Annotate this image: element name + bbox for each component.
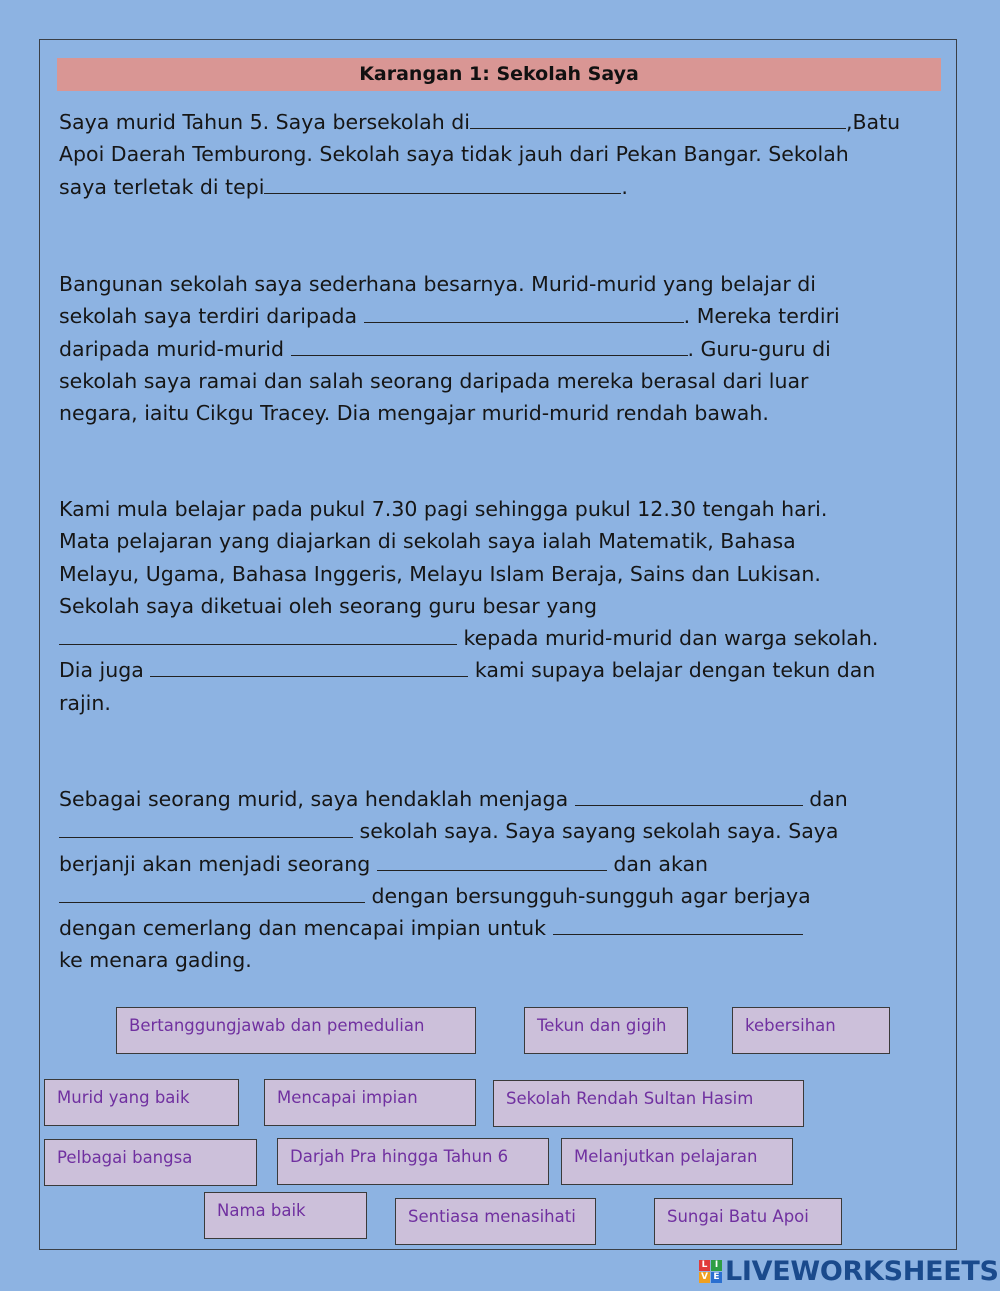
- word-chip[interactable]: Sungai Batu Apoi: [654, 1198, 842, 1245]
- text: dan: [809, 787, 848, 811]
- blank-1[interactable]: [470, 108, 846, 130]
- text: sekolah saya. Saya sayang sekolah saya. Saya: [359, 819, 839, 844]
- logo-letter: V: [699, 1272, 710, 1283]
- text: Mata pelajaran yang diajarkan di sekolah saya ialah Matematik, Bahasa: [59, 529, 796, 554]
- paragraph-3: [59, 493, 939, 719]
- word-chip[interactable]: Pelbagai bangsa: [44, 1139, 257, 1186]
- liveworksheets-logo: [699, 1257, 999, 1285]
- text: .: [621, 174, 628, 199]
- word-chip[interactable]: Sentiasa menasihati: [395, 1198, 596, 1245]
- text: sekolah saya ramai dan salah seorang daripada mereka berasal dari luar: [59, 368, 809, 393]
- word-chip[interactable]: Murid yang baik: [44, 1079, 239, 1126]
- blank-10[interactable]: [59, 881, 365, 903]
- text: . Mereka terdiri: [683, 304, 840, 329]
- worksheet-title: Karangan 1: Sekolah Saya: [57, 58, 941, 91]
- text: Saya murid Tahun 5. Saya bersekolah di: [59, 110, 470, 134]
- word-chip[interactable]: Darjah Pra hingga Tahun 6: [277, 1138, 549, 1185]
- word-chip[interactable]: Sekolah Rendah Sultan Hasim: [493, 1080, 804, 1127]
- paragraph-4: [59, 783, 939, 977]
- text: Sebagai seorang murid, saya hendaklah menjaga: [59, 787, 569, 811]
- text: dan akan: [613, 851, 709, 876]
- text: ke menara gading.: [59, 948, 252, 973]
- text: daripada murid-murid: [59, 336, 284, 361]
- blank-11[interactable]: [553, 914, 803, 936]
- text: Apoi Daerah Temburong. Sekolah saya tidak jauh dari Pekan Bangar. Sekolah: [59, 142, 849, 167]
- blank-9[interactable]: [377, 849, 607, 871]
- blank-4[interactable]: [291, 334, 688, 356]
- logo-icon: [699, 1260, 722, 1283]
- text: Melayu, Ugama, Bahasa Inggeris, Melayu Islam Beraja, Sains dan Lukisan.: [59, 561, 821, 586]
- text: rajin.: [59, 690, 111, 715]
- logo-letter: E: [711, 1272, 722, 1283]
- text: kami supaya belajar dengan tekun dan: [474, 658, 876, 683]
- text: . Guru-guru di: [687, 336, 831, 361]
- text: dengan bersungguh-sungguh agar berjaya: [371, 883, 811, 908]
- text: negara, iaitu Cikgu Tracey. Dia mengajar murid-murid rendah bawah.: [59, 401, 769, 426]
- text: ,Batu: [845, 110, 901, 134]
- word-chip[interactable]: Tekun dan gigih: [524, 1007, 688, 1054]
- text: berjanji akan menjadi seorang: [59, 851, 371, 876]
- text: Dia juga: [59, 658, 144, 683]
- text: kepada murid-murid dan warga sekolah.: [463, 626, 879, 651]
- word-chip[interactable]: Melanjutkan pelajaran: [561, 1138, 793, 1185]
- logo-letter: L: [699, 1260, 710, 1271]
- blank-5[interactable]: [59, 624, 457, 646]
- text: Bangunan sekolah saya sederhana besarnya. Murid-murid yang belajar di: [59, 272, 816, 296]
- paragraph-1: [59, 106, 939, 203]
- blank-2[interactable]: [264, 172, 621, 194]
- text: sekolah saya terdiri daripada: [59, 304, 358, 329]
- logo-text: LIVEWORKSHEETS: [725, 1255, 999, 1287]
- word-chip[interactable]: Bertanggungjawab dan pemedulian: [116, 1007, 476, 1054]
- text: dengan cemerlang dan mencapai impian untuk: [59, 916, 546, 941]
- word-chip[interactable]: Mencapai impian: [264, 1079, 476, 1126]
- word-chip[interactable]: Nama baik: [204, 1192, 367, 1239]
- blank-7[interactable]: [575, 785, 803, 807]
- blank-8[interactable]: [59, 817, 353, 839]
- text: Kami mula belajar pada pukul 7.30 pagi sehingga pukul 12.30 tengah hari.: [59, 497, 828, 521]
- blank-3[interactable]: [364, 302, 684, 324]
- word-chip[interactable]: kebersihan: [732, 1007, 890, 1054]
- text: saya terletak di tepi: [59, 174, 265, 199]
- logo-letter: I: [711, 1260, 722, 1271]
- text: Sekolah saya diketuai oleh seorang guru besar yang: [59, 593, 597, 618]
- blank-6[interactable]: [150, 656, 468, 678]
- paragraph-2: [59, 268, 939, 429]
